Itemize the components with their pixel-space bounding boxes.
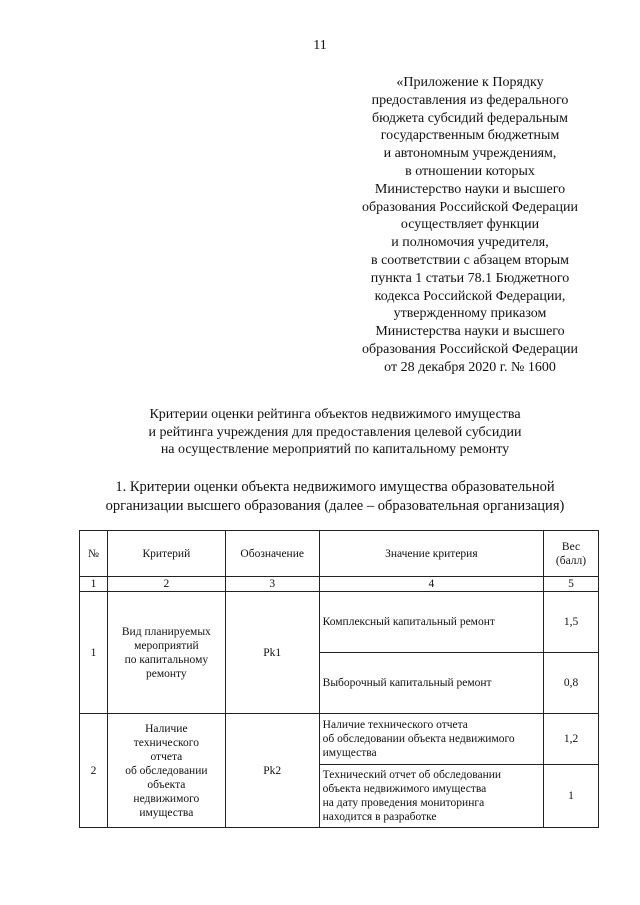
value-line: находится в разработке: [322, 811, 437, 823]
criterion-weight: 0,8: [544, 653, 599, 714]
value-line: Технический отчет об обследовании: [322, 769, 502, 781]
table-row: [80, 714, 599, 765]
criterion-line: ремонту: [146, 667, 187, 680]
appendix-line: Министерство науки и высшего: [374, 181, 566, 197]
appendix-line: в соответствии с абзацем вторым: [370, 252, 570, 268]
table-header-row: [80, 531, 599, 577]
column-number: 2: [107, 577, 225, 592]
criterion-line: отчета: [150, 750, 183, 763]
appendix-line: образования Российской Федерации: [362, 341, 578, 357]
section-title-line: организации высшего образования (далее – образовательная организация): [105, 498, 565, 514]
criterion-value: [319, 714, 543, 765]
column-number: 3: [225, 577, 319, 592]
appendix-heading: [340, 74, 600, 377]
criterion-line: Наличие: [145, 722, 188, 735]
page-number: 11: [313, 38, 327, 53]
value-line: Комплексный капитальный ремонт: [322, 616, 495, 628]
row-num: 1: [80, 592, 108, 714]
header-designation: Обозначение: [225, 531, 319, 577]
appendix-line: Министерства науки и высшего: [375, 324, 565, 340]
appendix-line: «Приложение к Порядку: [396, 75, 544, 90]
header-weight: [544, 531, 599, 577]
appendix-line: утвержденному приказом: [393, 306, 547, 322]
appendix-line: бюджета субсидий федеральным: [372, 110, 568, 126]
value-line: об обследовании объекта недвижимого: [322, 733, 515, 745]
appendix-line: и автономным учреждениям,: [383, 146, 557, 162]
section-title: [60, 478, 610, 516]
appendix-line: и полномочия учредителя,: [391, 235, 549, 251]
criteria-title-line: на осуществление мероприятий по капитальному ремонту: [160, 442, 510, 457]
criterion-weight: 1: [544, 765, 599, 828]
appendix-line: пункта 1 статьи 78.1 Бюджетного: [370, 270, 570, 286]
column-number: 4: [319, 577, 543, 592]
section-title-line: 1. Критерии оценки объекта недвижимого имущества образовательной: [115, 479, 555, 495]
appendix-line: в отношении которых: [405, 163, 535, 179]
criteria-title-line: и рейтинга учреждения для предоставления целевой субсидии: [148, 424, 522, 440]
column-number: 1: [80, 577, 108, 592]
value-line: объекта недвижимого имущества: [322, 783, 487, 795]
appendix-line: кодекса Российской Федерации,: [374, 288, 566, 304]
table-row: [80, 592, 599, 653]
row-criterion: [107, 592, 225, 714]
criterion-line: объекта: [147, 778, 186, 791]
row-designation: Pk2: [225, 714, 319, 828]
column-numbers-row: [80, 577, 599, 592]
criterion-line: имущества: [139, 806, 194, 819]
criterion-weight: 1,5: [544, 592, 599, 653]
criterion-line: недвижимого: [133, 792, 200, 805]
row-designation: Pk1: [225, 592, 319, 714]
criterion-line: мероприятий: [134, 639, 199, 652]
row-num: 2: [80, 714, 108, 828]
value-line: Наличие технического отчета: [322, 719, 468, 731]
criterion-value: [319, 592, 543, 653]
header-weight-line: Вес: [561, 540, 581, 553]
criterion-line: технического: [133, 736, 199, 749]
appendix-line: образования Российской Федерации: [362, 199, 578, 215]
criterion-line: об обследовании: [125, 764, 208, 777]
criterion-value: [319, 653, 543, 714]
appendix-line: предоставления из федерального: [371, 92, 569, 108]
appendix-line: от 28 декабря 2020 г. № 1600: [384, 359, 556, 375]
value-line: имущества: [322, 747, 377, 759]
column-number: 5: [544, 577, 599, 592]
criterion-line: по капитальному: [124, 653, 209, 666]
header-num: №: [80, 531, 108, 577]
criterion-value: [319, 765, 543, 828]
criteria-title: [60, 406, 610, 459]
value-line: Выборочный капитальный ремонт: [322, 677, 492, 689]
row-criterion: [107, 714, 225, 828]
criterion-line: Вид планируемых: [121, 625, 211, 638]
header-value: Значение критерия: [319, 531, 543, 577]
header-criterion: Критерий: [107, 531, 225, 577]
appendix-line: государственным бюджетным: [380, 128, 560, 144]
criterion-weight: 1,2: [544, 714, 599, 765]
appendix-line: осуществляет функции: [400, 217, 540, 233]
header-weight-line: (балл): [555, 554, 587, 567]
value-line: на дату проведения мониторинга: [322, 797, 485, 809]
criteria-title-line: Критерии оценки рейтинга объектов недвижимого имущества: [149, 407, 521, 422]
criteria-table: [79, 530, 599, 828]
